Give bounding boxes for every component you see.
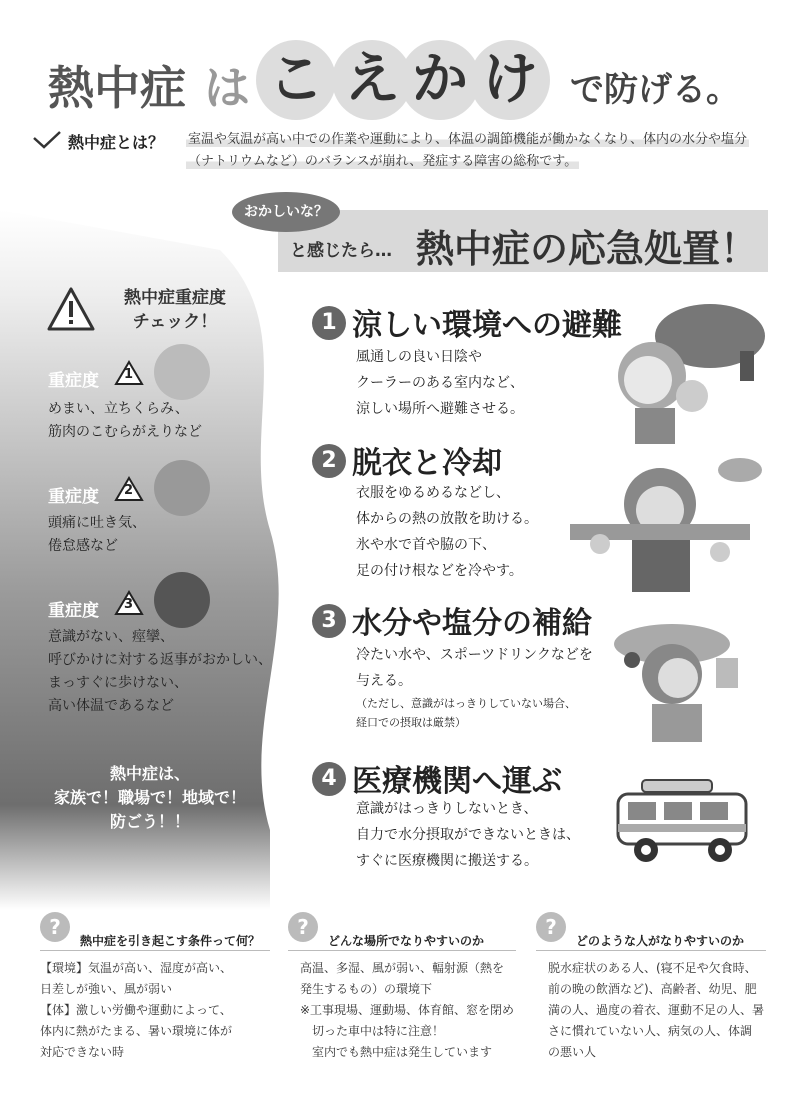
question-icon: ? — [40, 912, 70, 942]
qa-title: どのような人がなりやすいのか — [576, 934, 745, 948]
warning-icon — [46, 286, 96, 332]
step-line: 体からの熱の放散を助ける。 — [356, 511, 538, 527]
qa-line: 対応できない時 — [40, 1045, 125, 1059]
severity-label: 重症度 — [48, 371, 99, 391]
title-circle-1: こ — [256, 40, 336, 120]
step-title: 医療機関へ運ぶ — [352, 764, 562, 799]
severity-text — [48, 398, 202, 444]
qa-line: さに慣れていない人、病気の人、体調 — [548, 1024, 753, 1038]
qa-line: 切った車中は特に注意！ — [300, 1024, 445, 1038]
page-title — [0, 22, 789, 122]
step-line: 涼しい場所へ避難させる。 — [356, 401, 524, 417]
severity-text — [48, 512, 146, 558]
severity-number: 3 — [124, 597, 134, 612]
ambulance-icon — [612, 770, 752, 870]
qa-line: の悪い人 — [548, 1045, 597, 1059]
severity-text-line: 呼びかけに対する返事がおかしい、 — [48, 652, 272, 668]
person-drinking-illustration — [612, 614, 752, 744]
severity-level-3 — [48, 596, 99, 621]
qa-body — [40, 958, 232, 1063]
severity-level-2 — [48, 482, 99, 507]
qa-title: どんな場所でなりやすいのか — [328, 934, 485, 948]
qa-line: 発生するもの）の環境下 — [300, 982, 433, 996]
qa-line: 脱水症状のある人、(寝不足や欠食時、 — [548, 961, 757, 975]
step-line: 風通しの良い日陰や — [356, 349, 482, 365]
title-circle-2: え — [332, 40, 412, 120]
severity-label: 重症度 — [48, 601, 99, 621]
severity-number: 2 — [124, 483, 134, 498]
severity-title-line1: 熱中症重症度 — [124, 288, 226, 308]
qa-line: 日差しが強い、風が弱い — [40, 982, 173, 996]
step-line: 意識がはっきりしないとき、 — [356, 801, 538, 817]
banner-prefix: と感じたら… — [290, 241, 392, 261]
qa-body — [548, 958, 764, 1063]
slogan-line: 防ごう！！ — [109, 812, 190, 831]
severity-text-line: まっすぐに歩けない、 — [48, 675, 188, 691]
banner-title: 熱中症の応急処置！ — [416, 227, 759, 271]
qa-line: ※工事現場、運動場、体育館、窓を閉め — [300, 1003, 515, 1017]
person-under-tree-illustration — [600, 296, 770, 446]
severity-title-line2: チェック！ — [132, 312, 218, 332]
severity-check-title — [100, 286, 250, 334]
severity-text-line: 頭痛に吐き気、 — [48, 515, 146, 531]
severity-text-line: 意識がない、痙攣、 — [48, 629, 174, 645]
step-number: 3 — [312, 604, 346, 638]
qa-title: 熱中症を引き起こす条件って何？ — [80, 934, 261, 948]
distressed-face-icon — [154, 572, 210, 628]
title-circle-4: け — [470, 40, 550, 120]
severity-number: 1 — [124, 367, 134, 382]
step-line: 冷たい水や、スポーツドリンクなどを — [356, 647, 593, 663]
step-line: クーラーのある室内など、 — [356, 375, 524, 391]
qa-line: 【環境】気温が高い、湿度が高い、 — [40, 961, 233, 975]
speech-bubble: おかしいな？ — [232, 192, 340, 232]
step-note-line: 経口での摂取は厳禁） — [356, 716, 466, 729]
slogan-line: 熱中症は、 — [109, 764, 190, 783]
step-line: 衣服をゆるめるなどし、 — [356, 485, 510, 501]
severity-text-line: めまい、立ちくらみ、 — [48, 401, 189, 417]
title-circle-3: か — [400, 40, 480, 120]
slogan-line: 家族で！職場で！地域で！ — [53, 788, 246, 807]
step-body — [356, 344, 524, 422]
definition-label: 熱中症とは？ — [68, 133, 165, 152]
title-heatstroke: 熱中症 — [48, 61, 186, 115]
step-title: 涼しい環境への避難 — [352, 308, 622, 343]
step-note — [356, 694, 576, 732]
step-body — [356, 796, 580, 874]
definition-text-line2: （ナトリウムなど）のバランスが崩れ、発症する障害の総称です。 — [186, 150, 579, 169]
definition-text-line1: 室温や気温が高い中での作業や運動により、体温の調節機能が働かなくなり、体内の水分や塩分 — [186, 128, 749, 147]
question-icon: ? — [288, 912, 318, 942]
step-line: 与える。 — [356, 673, 412, 689]
title-particle: は — [204, 61, 250, 115]
qa-line: 高温、多湿、風が弱い、輻射源（熱を — [300, 961, 505, 975]
severity-text — [48, 626, 272, 718]
step-title: 脱衣と冷却 — [352, 446, 502, 481]
step-note-line: （ただし、意識がはっきりしていない場合、 — [356, 697, 576, 710]
severity-label: 重症度 — [48, 487, 99, 507]
severity-level-1 — [48, 366, 99, 391]
question-icon: ? — [536, 912, 566, 942]
person-cooling-illustration — [570, 454, 770, 594]
step-number: 1 — [312, 306, 346, 340]
title-suffix: で防げる。 — [570, 70, 740, 110]
step-line: 足の付け根などを冷やす。 — [356, 563, 523, 579]
sick-face-icon — [154, 460, 210, 516]
slogan — [20, 762, 280, 834]
step-body — [356, 642, 593, 694]
step-body — [356, 480, 538, 584]
qa-line: 満の人、過度の着衣、運動不足の人、暑 — [548, 1003, 765, 1017]
qa-divider — [536, 950, 766, 951]
severity-text-line: 倦怠感など — [48, 538, 118, 554]
step-number: 4 — [312, 762, 346, 796]
severity-text-line: 筋肉のこむらがえりなど — [48, 424, 202, 440]
step-number: 2 — [312, 444, 346, 478]
qa-body — [300, 958, 514, 1063]
qa-line: 前の晩の飲酒など)、高齢者、幼児、肥 — [548, 982, 757, 996]
qa-line: 室内でも熱中症は発生しています — [300, 1045, 493, 1059]
step-line: すぐに医療機関に搬送する。 — [356, 853, 538, 869]
severity-text-line: 高い体温であるなど — [48, 698, 174, 714]
step-line: 氷や水で首や脇の下、 — [356, 537, 496, 553]
step-title: 水分や塩分の補給 — [352, 606, 592, 641]
step-line: 自力で水分摂取ができないときは、 — [356, 827, 580, 843]
qa-divider — [40, 950, 270, 951]
qa-line: 体内に熱がたまる、暑い環境に体が — [40, 1024, 233, 1038]
qa-divider — [288, 950, 516, 951]
calm-face-icon — [154, 344, 210, 400]
check-icon — [32, 130, 62, 150]
qa-line: 【体】激しい労働や運動によって、 — [40, 1003, 232, 1017]
